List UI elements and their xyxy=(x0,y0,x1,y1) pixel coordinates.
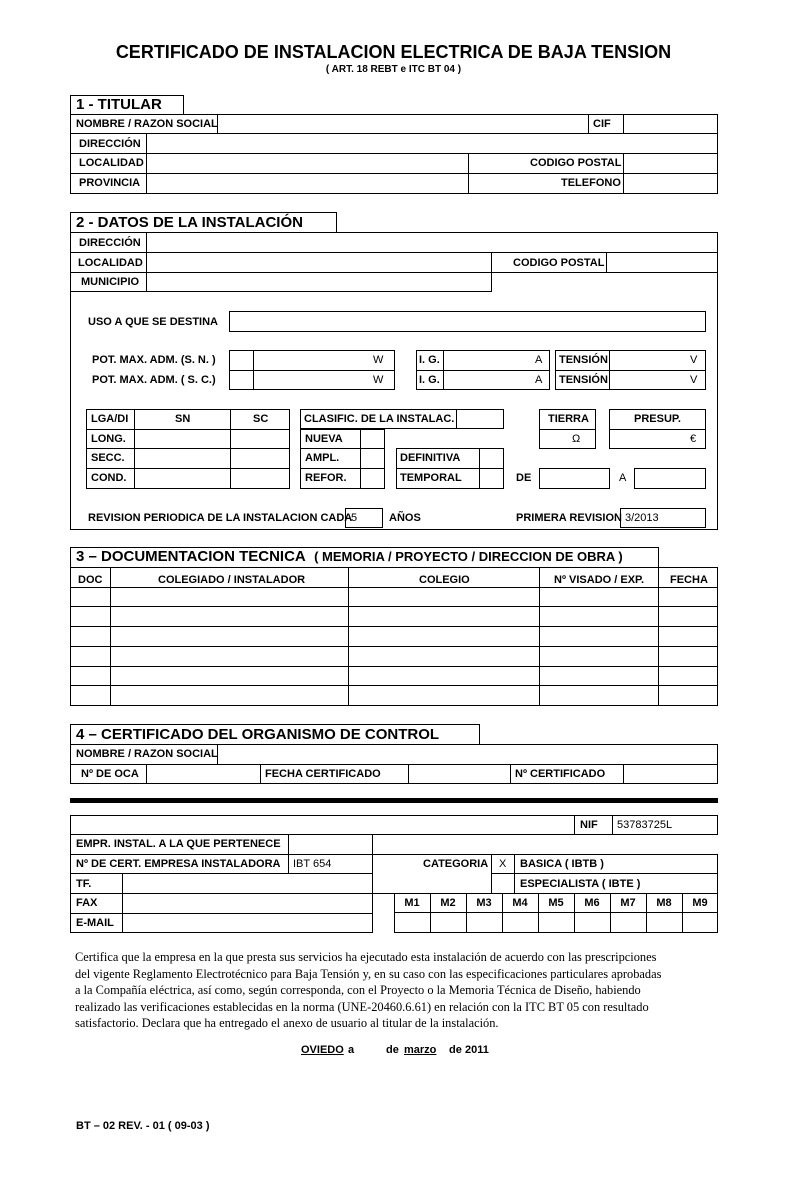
document-subtitle: ( ART. 18 REBT e ITC BT 04 ) xyxy=(325,64,462,75)
col-doc: DOC xyxy=(78,574,103,586)
nueva-label: NUEVA xyxy=(305,433,343,445)
col-visado: Nº VISADO / EXP. xyxy=(554,574,645,586)
modalidad-divider xyxy=(610,893,611,933)
primera-revision-value: 3/2013 xyxy=(625,512,659,524)
amps-unit: A xyxy=(535,374,543,386)
sign-de1: de xyxy=(386,1044,399,1056)
secc-label: SECC. xyxy=(91,452,125,464)
titular-localidad-label: LOCALIDAD xyxy=(79,157,144,169)
section-2-header: 2 - DATOS DE LA INSTALACIÓN xyxy=(76,214,303,231)
modalidad-m2: M2 xyxy=(440,897,456,909)
num-cert-empresa-label: Nº DE CERT. EMPRESA INSTALADORA xyxy=(76,858,281,870)
modalidad-m4: M4 xyxy=(512,897,528,909)
pot-sn-label: POT. MAX. ADM. (S. N. ) xyxy=(92,354,216,366)
thick-divider xyxy=(70,798,718,803)
a-label: A xyxy=(619,472,627,484)
modalidad-m6: M6 xyxy=(584,897,600,909)
amps-unit: A xyxy=(535,354,543,366)
modalidad-m1: M1 xyxy=(404,897,420,909)
inst-localidad-label: LOCALIDAD xyxy=(78,257,143,269)
oca-fecha-label: FECHA CERTIFICADO xyxy=(265,768,381,780)
watts-unit: W xyxy=(373,374,384,386)
watts-unit: W xyxy=(373,354,384,366)
empresa-label: EMPR. INSTAL. A LA QUE PERTENECE xyxy=(76,838,281,850)
oca-num-label: Nº DE OCA xyxy=(81,768,139,780)
titular-nombre-label: NOMBRE / RAZON SOCIAL xyxy=(76,118,218,130)
certifica-line: realizado las verificaciones establecidas en la norma (UNE-20460.6.61) en relación con la ITC BT 05 con resultado xyxy=(75,999,649,1014)
sign-month: marzo xyxy=(404,1044,437,1056)
form-reference: BT – 02 REV. - 01 ( 09-03 ) xyxy=(76,1120,210,1132)
certifica-line: satisfactorio. Declara que ha entregado el anexo de usuario al titular de la instalación. xyxy=(75,1016,499,1030)
sign-year: 2011 xyxy=(465,1044,489,1056)
revision-years: 5 xyxy=(351,512,358,524)
modalidad-m9: M9 xyxy=(692,897,708,909)
sign-city: OVIEDO xyxy=(301,1044,344,1056)
tierra-label: TIERRA xyxy=(548,413,589,425)
long-label: LONG. xyxy=(91,433,126,445)
volts-unit: V xyxy=(690,374,698,386)
certifica-paragraph xyxy=(75,949,725,1032)
certifica-line: del vigente Reglamento Electrotécnico para Baja Tensión y, en su caso con las especificaciones particulares aprobadas xyxy=(75,966,662,981)
oca-cert-label: Nº CERTIFICADO xyxy=(515,768,606,780)
ig-label: I. G. xyxy=(419,354,440,366)
col-fecha: FECHA xyxy=(670,574,708,586)
section-1-header: 1 - TITULAR xyxy=(76,96,162,113)
cond-label: COND. xyxy=(91,472,127,484)
num-cert-empresa-value: IBT 654 xyxy=(293,858,332,870)
sign-a: a xyxy=(348,1044,355,1056)
temporal-desde-field[interactable] xyxy=(539,468,610,489)
ig-label: I. G. xyxy=(419,374,440,386)
ampl-label: AMPL. xyxy=(305,452,340,464)
refor-label: REFOR. xyxy=(305,472,347,484)
inst-municipio-label: MUNICIPIO xyxy=(81,276,140,288)
col-colegio: COLEGIO xyxy=(419,574,470,586)
primera-revision-label: PRIMERA REVISION xyxy=(516,512,622,524)
volts-unit: V xyxy=(690,354,698,366)
modalidad-divider xyxy=(682,893,683,933)
col-colegiado: COLEGIADO / INSTALADOR xyxy=(158,574,306,586)
section-4-header: 4 – CERTIFICADO DEL ORGANISMO DE CONTROL xyxy=(76,726,440,743)
certifica-line: Certifica que la empresa en la que presta sus servicios ha ejecutado esta instalación de acuerdo con las prescripciones xyxy=(75,950,657,964)
email-label: E-MAIL xyxy=(76,917,114,929)
modalidad-m5: M5 xyxy=(548,897,564,909)
revision-label: REVISION PERIODICA DE LA INSTALACION CADA xyxy=(88,512,353,524)
temporal-hasta-field[interactable] xyxy=(634,468,706,489)
modalidad-m8: M8 xyxy=(656,897,672,909)
sn-label: SN xyxy=(175,413,191,425)
especialista-label: ESPECIALISTA ( IBTE ) xyxy=(520,878,641,890)
tension-label: TENSIÓN xyxy=(559,374,608,386)
oca-nombre-label: NOMBRE / RAZON SOCIAL xyxy=(76,748,218,760)
modalidad-divider xyxy=(538,893,539,933)
anos-label: AÑOS xyxy=(389,512,421,524)
pot-sc-label: POT. MAX. ADM. ( S. C.) xyxy=(92,374,216,386)
titular-provincia-label: PROVINCIA xyxy=(79,177,141,189)
tf-label: TF. xyxy=(76,878,92,890)
uso-field[interactable] xyxy=(229,311,706,332)
basica-label: BASICA ( IBTB ) xyxy=(520,858,604,870)
nif-label: NIF xyxy=(580,819,598,831)
inst-direccion-label: DIRECCIÓN xyxy=(79,237,141,249)
nif-value: 53783725L xyxy=(617,819,673,831)
lga-label: LGA/DI xyxy=(91,413,129,425)
inst-cp-label: CODIGO POSTAL xyxy=(513,257,605,269)
euro-unit: € xyxy=(690,433,697,445)
uso-label: USO A QUE SE DESTINA xyxy=(88,316,218,328)
modalidad-m7: M7 xyxy=(620,897,636,909)
modalidad-divider xyxy=(430,893,431,933)
ohm-unit: Ω xyxy=(572,433,581,445)
titular-telefono-label: TELEFONO xyxy=(561,177,621,189)
modalidad-divider xyxy=(646,893,647,933)
certifica-line: a la Compañía eléctrica, así como, según corresponda, con el Proyecto o la Memoria Técnica de Diseño, habiendo xyxy=(75,983,641,997)
definitiva-label: DEFINITIVA xyxy=(400,452,461,464)
section-3-header: 3 – DOCUMENTACION TECNICA ( MEMORIA / PROYECTO / DIRECCION DE OBRA ) xyxy=(76,548,623,565)
modalidad-divider xyxy=(574,893,575,933)
modalidad-divider xyxy=(502,893,503,933)
categoria-mark: X xyxy=(499,858,507,870)
sign-de2: de xyxy=(449,1044,462,1056)
fax-label: FAX xyxy=(76,897,98,909)
titular-cif-label: CIF xyxy=(593,118,611,130)
modalidad-divider xyxy=(466,893,467,933)
clasif-label: CLASIFIC. DE LA INSTALAC. xyxy=(304,413,455,425)
titular-direccion-label: DIRECCIÓN xyxy=(79,138,141,150)
temporal-label: TEMPORAL xyxy=(400,472,462,484)
tension-label: TENSIÓN xyxy=(559,354,608,366)
sc-label: SC xyxy=(253,413,269,425)
titular-cp-label: CODIGO POSTAL xyxy=(530,157,622,169)
categoria-label: CATEGORIA xyxy=(423,858,489,870)
document-title: CERTIFICADO DE INSTALACION ELECTRICA DE BAJA TENSION xyxy=(115,42,672,62)
modalidad-m3: M3 xyxy=(476,897,492,909)
de-label: DE xyxy=(516,472,532,484)
presup-label: PRESUP. xyxy=(634,413,681,425)
